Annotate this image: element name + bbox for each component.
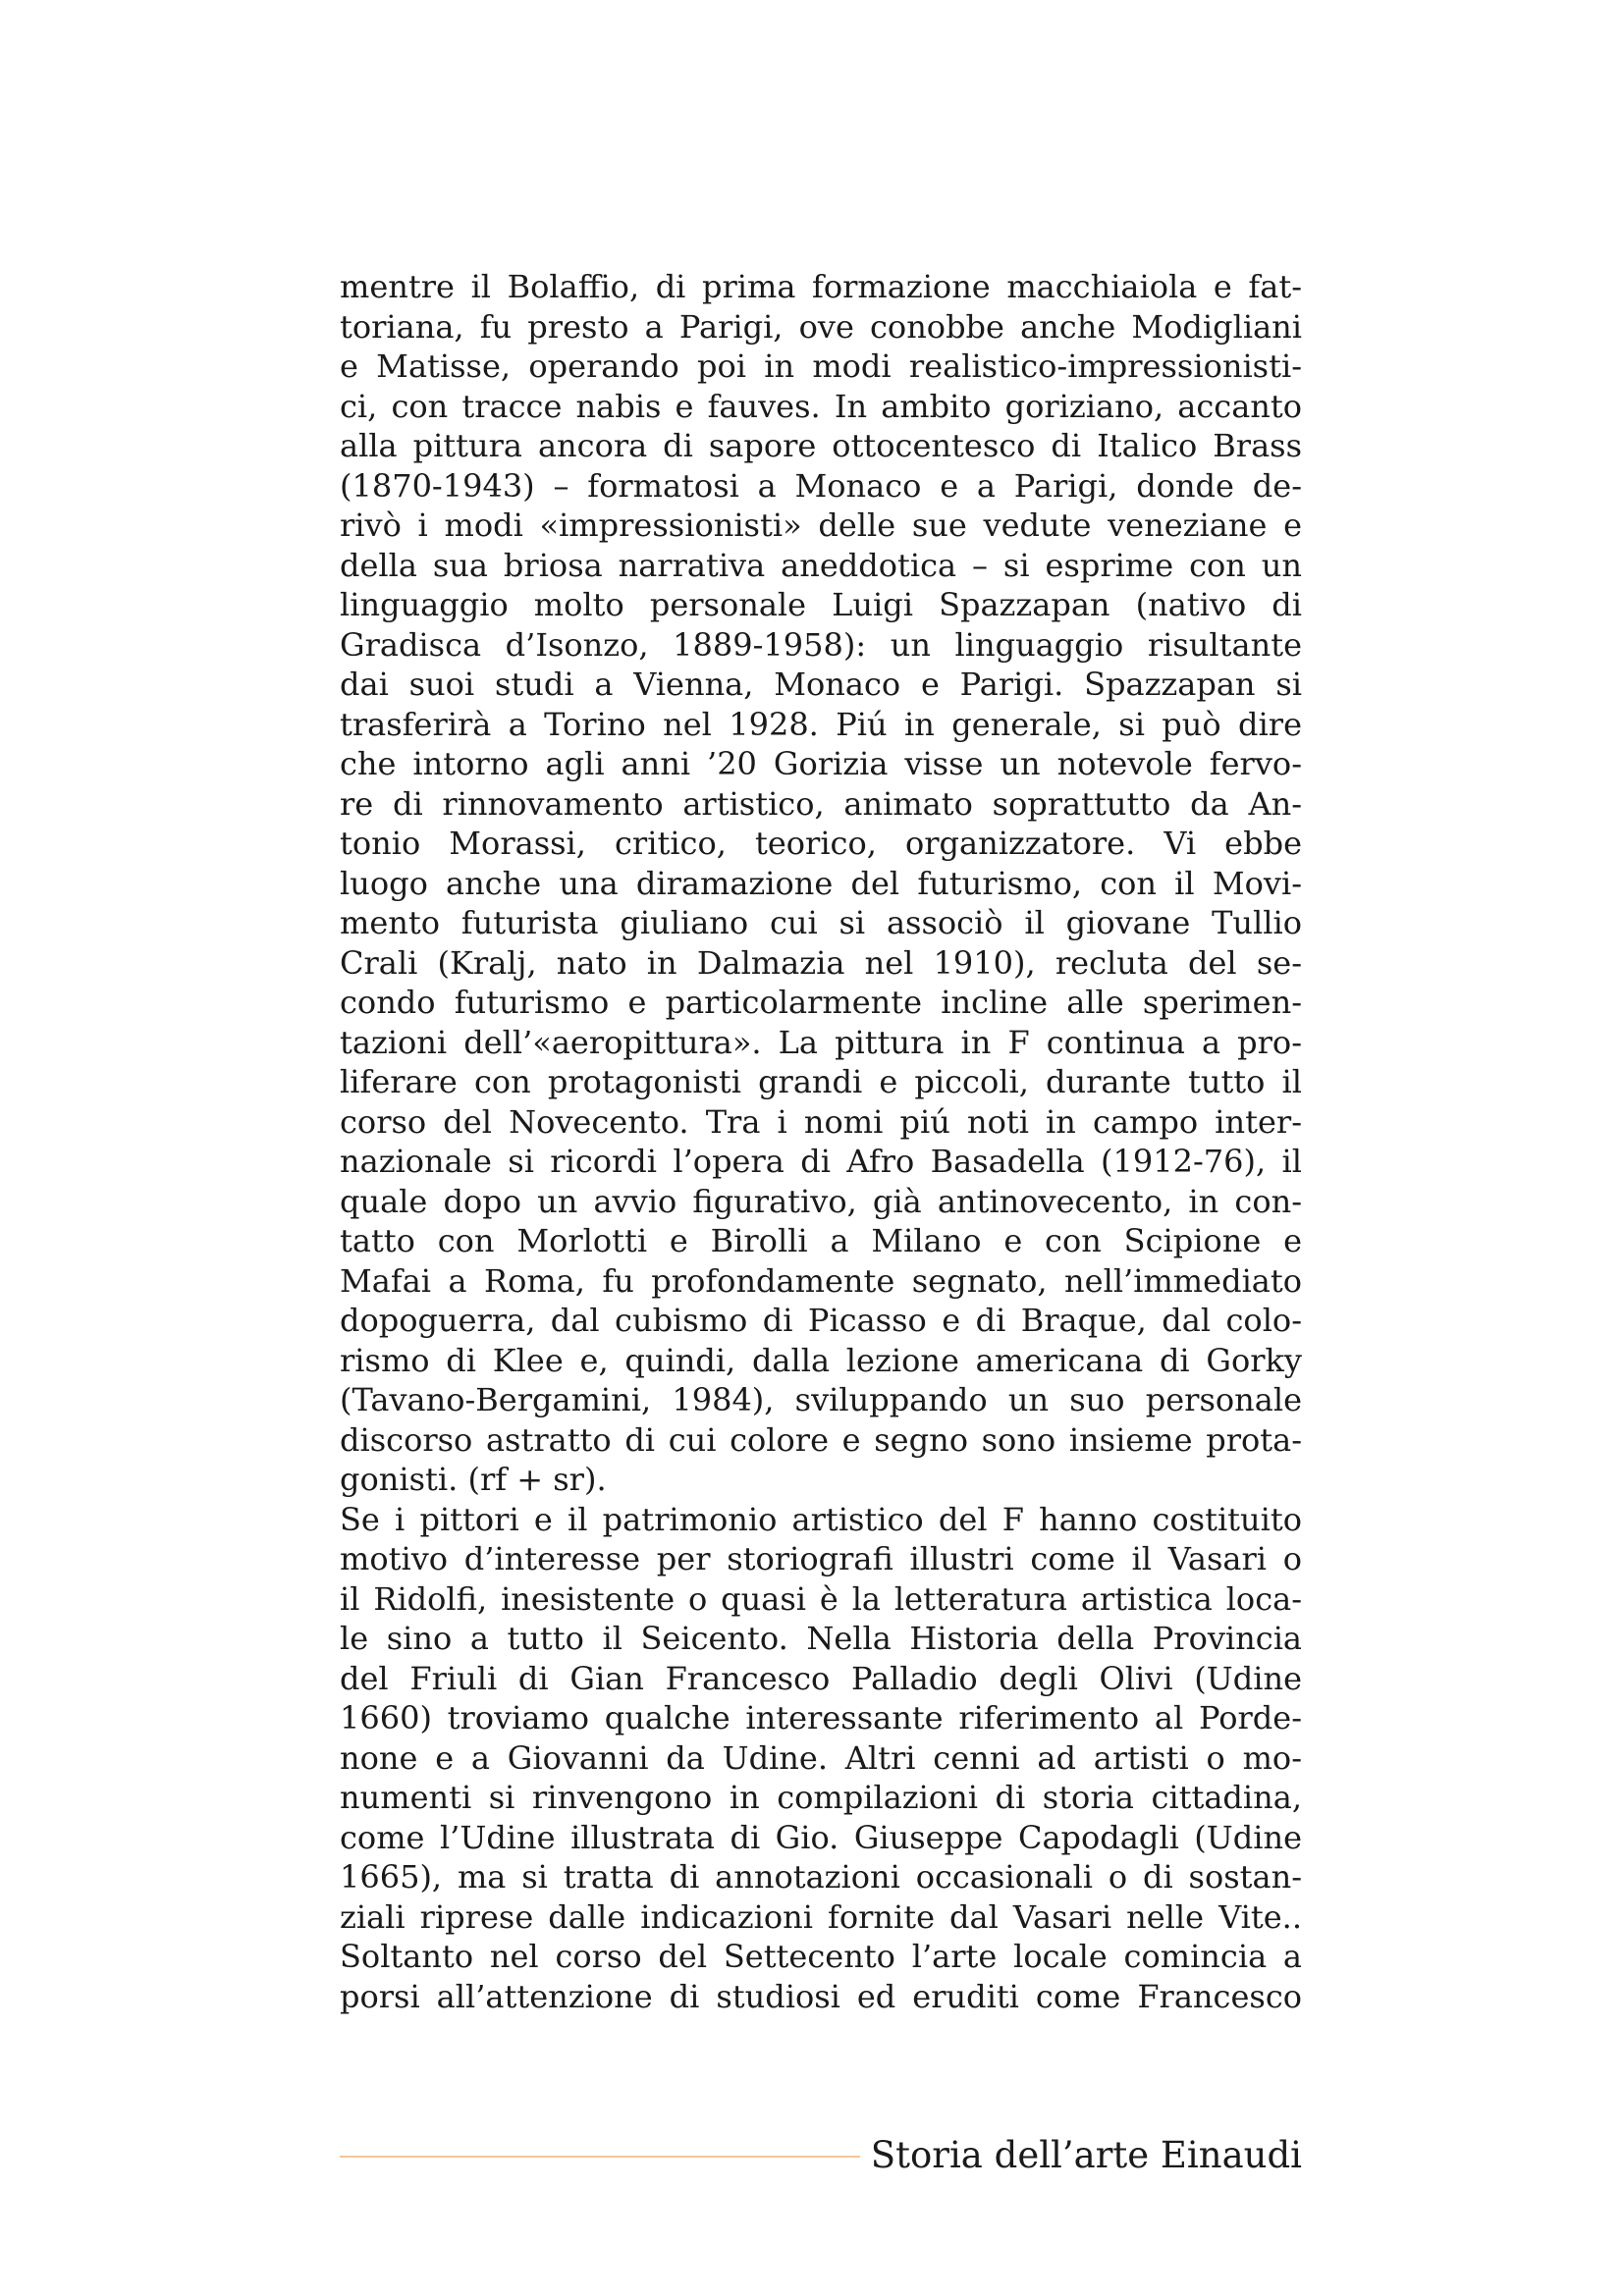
- text-line-26: Mafai a Roma, fu profondamente segnato, nell’immediato: [340, 1261, 1302, 1300]
- text-line-19: condo futurismo e particolarmente incline alle sperimen-: [340, 984, 1302, 1021]
- text-line-42: ziali riprese dalle indicazioni fornite dal Vasari nelle Vite..: [340, 1897, 1302, 1936]
- text-line-17: mento futurista giuliano cui si associò il giovane Tullio: [340, 904, 1302, 941]
- text-line-38: none e a Giovanni da Udine. Altri cenni ad artisti o mo-: [340, 1738, 1302, 1777]
- text-line-14: re di rinnovamento artistico, animato soprattutto da An-: [340, 784, 1302, 823]
- text-line-8: della sua briosa narrativa aneddotica – si esprime con un: [340, 546, 1302, 584]
- text-line-33: motivo d’interesse per storiografi illustri come il Vasari o: [340, 1540, 1302, 1577]
- text-line-12: trasferirà a Torino nel 1928. Piú in generale, si può dire: [340, 705, 1302, 743]
- text-line-3: e Matisse, operando poi in modi realistico-impressionisti-: [340, 347, 1302, 385]
- text-line-25: tatto con Morlotti e Birolli a Milano e con Scipione e: [340, 1222, 1302, 1259]
- text-line-43: Soltanto nel corso del Settecento l’arte locale comincia a: [340, 1938, 1302, 1975]
- text-line-29: (Tavano-Bergamini, 1984), sviluppando un suo personale: [340, 1381, 1302, 1418]
- text-line-21: liferare con protagonisti grandi e piccoli, durante tutto il: [340, 1063, 1302, 1100]
- text-line-4: ci, con tracce nabis e fauves. In ambito goriziano, accanto: [340, 387, 1302, 425]
- text-line-31: gonisti. (rf + sr).: [340, 1461, 607, 1498]
- text-line-30: discorso astratto di cui colore e segno sono insieme prota-: [340, 1420, 1302, 1459]
- footer-title: Storia dell’arte Einaudi: [870, 2134, 1302, 2176]
- text-line-13: che intorno agli anni ’20 Gorizia visse un notevole fervo-: [340, 745, 1302, 782]
- text-line-20: tazioni dell’«aeropittura». La pittura in F continua a pro-: [340, 1023, 1302, 1061]
- text-line-39: numenti si rinvengono in compilazioni di storia cittadina,: [340, 1779, 1302, 1816]
- text-line-37: 1660) troviamo qualche interessante riferimento al Porde-: [340, 1699, 1302, 1736]
- text-line-16: luogo anche una diramazione del futurismo, con il Movi-: [340, 864, 1302, 902]
- text-line-6: (1870-1943) – formatosi a Monaco e a Parigi, donde de-: [340, 466, 1302, 505]
- text-line-44: porsi all’attenzione di studiosi ed eruditi come Francesco: [340, 1977, 1302, 2015]
- text-line-18: Crali (Kralj, nato in Dalmazia nel 1910), recluta del se-: [340, 943, 1302, 982]
- text-line-10: Gradisca d’Isonzo, 1889-1958): un linguaggio risultante: [340, 625, 1302, 664]
- text-line-23: nazionale si ricordi l’opera di Afro Basadella (1912-76), il: [340, 1143, 1302, 1180]
- text-line-2: toriana, fu presto a Parigi, ove conobbe anche Modigliani: [340, 307, 1302, 346]
- text-line-41: 1665), ma si tratta di annotazioni occasionali o di sostan-: [340, 1858, 1302, 1896]
- footer-divider: [340, 2156, 860, 2158]
- text-line-28: rismo di Klee e, quindi, dalla lezione americana di Gorky: [340, 1341, 1302, 1379]
- body-text: [340, 267, 1302, 2016]
- text-line-9: linguaggio molto personale Luigi Spazzapan (nativo di: [340, 586, 1302, 623]
- text-line-7: rivò i modi «impressionisti» delle sue vedute veneziane e: [340, 507, 1302, 544]
- text-line-35: le sino a tutto il Seicento. Nella Historia della Provincia: [340, 1620, 1302, 1657]
- text-line-22: corso del Novecento. Tra i nomi piú noti in campo inter-: [340, 1102, 1302, 1141]
- text-line-11: dai suoi studi a Vienna, Monaco e Parigi. Spazzapan si: [340, 666, 1302, 703]
- text-line-32: Se i pittori e il patrimonio artistico del F hanno costituito: [340, 1500, 1302, 1538]
- text-line-36: del Friuli di Gian Francesco Palladio degli Olivi (Udine: [340, 1659, 1302, 1697]
- text-line-24: quale dopo un avvio figurativo, già antinovecento, in con-: [340, 1182, 1302, 1220]
- text-line-15: tonio Morassi, critico, teorico, organizzatore. Vi ebbe: [340, 825, 1302, 862]
- text-line-1: mentre il Bolaffio, di prima formazione macchiaiola e fat-: [340, 268, 1302, 305]
- text-line-34: il Ridolfi, inesistente o quasi è la letteratura artistica loca-: [340, 1579, 1302, 1618]
- text-line-5: alla pittura ancora di sapore ottocentesco di Italico Brass: [340, 427, 1302, 464]
- text-line-27: dopoguerra, dal cubismo di Picasso e di Braque, dal colo-: [340, 1302, 1302, 1339]
- text-line-40: come l’Udine illustrata di Gio. Giuseppe Capodagli (Udine: [340, 1818, 1302, 1856]
